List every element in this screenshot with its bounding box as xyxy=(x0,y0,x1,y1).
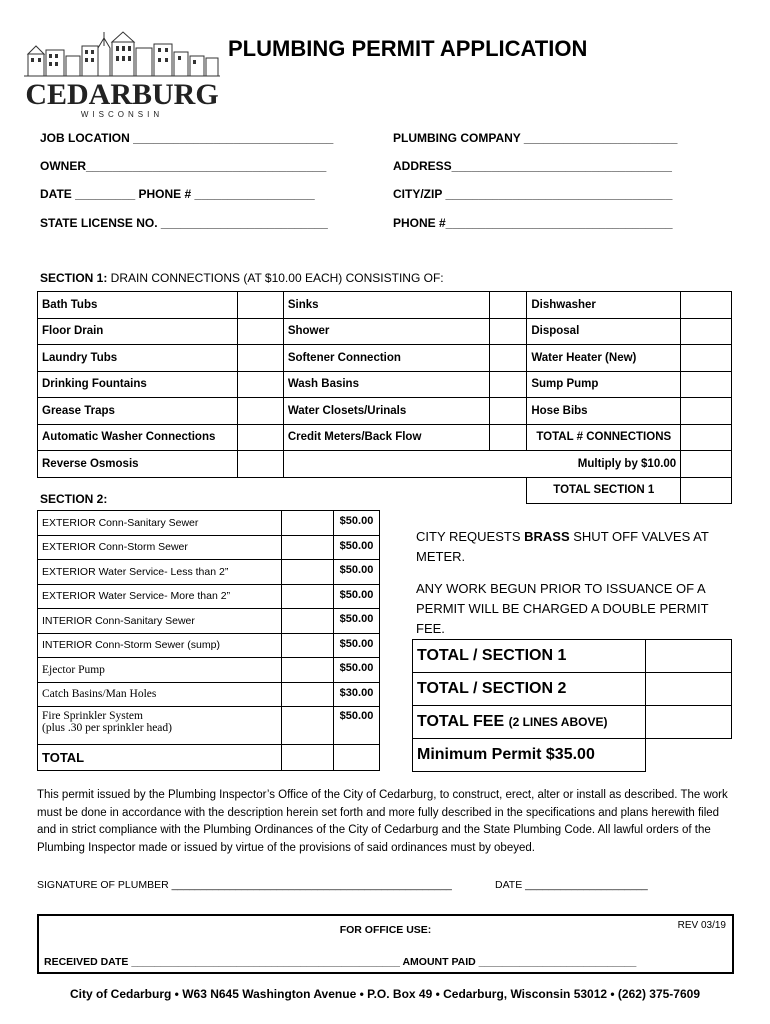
total-section1-label: TOTAL SECTION 1 xyxy=(527,477,681,504)
price: $50.00 xyxy=(334,584,380,609)
table-row xyxy=(413,706,732,739)
total-cell[interactable] xyxy=(282,745,334,771)
count-cell[interactable] xyxy=(490,424,527,451)
count-cell[interactable] xyxy=(681,371,732,398)
price: $50.00 xyxy=(334,511,380,536)
total-section1-cell[interactable] xyxy=(681,477,732,504)
service-item: INTERIOR Conn-Storm Sewer (sump) xyxy=(38,633,282,658)
price: $50.00 xyxy=(334,609,380,634)
service-item: EXTERIOR Conn-Storm Sewer xyxy=(38,535,282,560)
count-cell[interactable] xyxy=(237,424,283,451)
table-row xyxy=(38,584,380,609)
table-row xyxy=(38,658,380,683)
table-row xyxy=(38,318,732,345)
address-field[interactable]: ADDRESS_________________________________ xyxy=(393,159,672,173)
table-row xyxy=(38,477,732,504)
drain-item: Automatic Washer Connections xyxy=(38,424,238,451)
drain-item: Bath Tubs xyxy=(38,292,238,319)
brass-notice xyxy=(416,527,716,567)
logo-subtitle: WISCONSIN xyxy=(80,110,164,119)
count-cell[interactable] xyxy=(681,398,732,425)
service-item-name: Fire Sprinkler System xyxy=(42,710,143,722)
service-item: EXTERIOR Water Service- Less than 2” xyxy=(38,560,282,585)
total-connections-cell[interactable] xyxy=(681,424,732,451)
drain-item: Disposal xyxy=(527,318,681,345)
multiply-cell[interactable] xyxy=(681,451,732,478)
qty-cell[interactable] xyxy=(282,584,334,609)
city-zip-field[interactable]: CITY/ZIP __________________________________ xyxy=(393,187,673,201)
drain-item: Shower xyxy=(283,318,489,345)
table-row xyxy=(38,424,732,451)
section1-heading xyxy=(40,271,444,285)
table-row xyxy=(38,682,380,707)
page-title: PLUMBING PERMIT APPLICATION xyxy=(228,36,588,61)
drain-item: Laundry Tubs xyxy=(38,345,238,372)
table-row xyxy=(38,745,380,771)
multiply-label: Multiply by $10.00 xyxy=(283,451,680,478)
table-row xyxy=(38,511,380,536)
price: $30.00 xyxy=(334,682,380,707)
price: $50.00 xyxy=(334,658,380,683)
service-item: EXTERIOR Water Service- More than 2” xyxy=(38,584,282,609)
table-row xyxy=(38,398,732,425)
qty-cell[interactable] xyxy=(282,609,334,634)
qty-cell[interactable] xyxy=(282,560,334,585)
drain-item: Sinks xyxy=(283,292,489,319)
count-cell[interactable] xyxy=(237,345,283,372)
drain-item: Reverse Osmosis xyxy=(38,451,238,478)
drain-item: Softener Connection xyxy=(283,345,489,372)
count-cell[interactable] xyxy=(490,345,527,372)
count-cell[interactable] xyxy=(490,398,527,425)
qty-cell[interactable] xyxy=(282,682,334,707)
service-item: EXTERIOR Conn-Sanitary Sewer xyxy=(38,511,282,536)
count-cell[interactable] xyxy=(490,292,527,319)
table-row xyxy=(38,560,380,585)
count-cell[interactable] xyxy=(681,292,732,319)
office-received-amount-row[interactable]: RECEIVED DATE ______________________________________________ AMOUNT PAID ___________________________ xyxy=(44,956,637,968)
total-section1-value[interactable] xyxy=(646,640,732,673)
spacer xyxy=(646,739,732,772)
plumbing-company-field[interactable]: PLUMBING COMPANY _______________________ xyxy=(393,131,678,145)
count-cell[interactable] xyxy=(237,398,283,425)
total-label: TOTAL xyxy=(38,745,282,771)
table-row xyxy=(38,535,380,560)
double-fee-notice: ANY WORK BEGUN PRIOR TO ISSUANCE OF A PERMIT WILL BE CHARGED A DOUBLE PERMIT FEE. xyxy=(416,581,709,636)
qty-cell[interactable] xyxy=(282,511,334,536)
drain-item: Grease Traps xyxy=(38,398,238,425)
drain-item: Credit Meters/Back Flow xyxy=(283,424,489,451)
price: $50.00 xyxy=(334,560,380,585)
price: $50.00 xyxy=(334,633,380,658)
count-cell[interactable] xyxy=(237,451,283,478)
service-item-note: (plus .30 per sprinkler head) xyxy=(42,722,172,734)
drain-item: Drinking Fountains xyxy=(38,371,238,398)
city-logo xyxy=(22,28,222,123)
drain-item: Hose Bibs xyxy=(527,398,681,425)
office-use-box xyxy=(37,914,734,974)
table-row xyxy=(38,707,380,745)
signature-date-field[interactable]: DATE _____________________ xyxy=(495,879,648,891)
qty-cell[interactable] xyxy=(282,535,334,560)
service-item: Ejector Pump xyxy=(38,658,282,683)
job-location-field[interactable]: JOB LOCATION ______________________________ xyxy=(40,131,334,145)
total-cell[interactable] xyxy=(334,745,380,771)
table-row xyxy=(38,633,380,658)
table-row xyxy=(38,609,380,634)
signature-field[interactable]: SIGNATURE OF PLUMBER ________________________________________________ xyxy=(37,879,452,891)
section2-heading: SECTION 2: xyxy=(40,492,108,506)
price: $50.00 xyxy=(334,535,380,560)
drain-item: Floor Drain xyxy=(38,318,238,345)
service-item: Catch Basins/Man Holes xyxy=(38,682,282,707)
drain-item: Water Closets/Urinals xyxy=(283,398,489,425)
brass-notice-pre: CITY REQUESTS xyxy=(416,529,525,544)
count-cell[interactable] xyxy=(490,318,527,345)
total-connections-label: TOTAL # CONNECTIONS xyxy=(527,424,681,451)
brass-notice-emphasis: BRASS xyxy=(524,529,570,544)
qty-cell[interactable] xyxy=(282,633,334,658)
minimum-permit-label: Minimum Permit $35.00 xyxy=(413,739,646,772)
count-cell[interactable] xyxy=(237,292,283,319)
totals-table xyxy=(412,639,732,772)
skyline-illustration-icon xyxy=(22,28,222,78)
table-row xyxy=(38,345,732,372)
table-row xyxy=(38,292,732,319)
total-section2-row-label: TOTAL / SECTION 2 xyxy=(413,673,646,706)
permit-terms: This permit issued by the Plumbing Inspector’s Office of the City of Cedarburg, to construct, erect, alter or install as described. The work must be done in accordance with the description herein set forth and more fully described in the specifications and plans herewith filed and in strict compliance with the Plumbing Ordinances of the City of Cedarburg and the State Plumbing Code. All lawful orders of the Plumbing Inspector made or issued by virtue of the provisions of said ordinances must by obeyed. xyxy=(37,789,728,854)
table-row xyxy=(413,673,732,706)
total-fee-text: TOTAL FEE xyxy=(417,713,505,730)
total-section1-row-label: TOTAL / SECTION 1 xyxy=(413,640,646,673)
section1-table xyxy=(37,291,732,504)
table-row xyxy=(38,371,732,398)
service-item: INTERIOR Conn-Sanitary Sewer xyxy=(38,609,282,634)
state-license-field[interactable]: STATE LICENSE NO. _________________________ xyxy=(40,216,328,230)
drain-item: Sump Pump xyxy=(527,371,681,398)
phone-field[interactable]: PHONE #__________________________________ xyxy=(393,216,673,230)
count-cell[interactable] xyxy=(237,318,283,345)
section1-description: DRAIN CONNECTIONS (AT $10.00 EACH) CONSISTING OF: xyxy=(107,271,444,285)
footer-address: City of Cedarburg • W63 N645 Washington Avenue • P.O. Box 49 • Cedarburg, Wisconsin 53012 • (262) 375-7609 xyxy=(70,987,700,1001)
price: $50.00 xyxy=(334,707,380,745)
qty-cell[interactable] xyxy=(282,707,334,745)
drain-item: Dishwasher xyxy=(527,292,681,319)
date-phone-field[interactable]: DATE _________ PHONE # __________________ xyxy=(40,187,315,201)
section2-table xyxy=(37,510,380,771)
drain-item: Water Heater (New) xyxy=(527,345,681,372)
total-fee-note: (2 LINES ABOVE) xyxy=(508,715,608,729)
service-item xyxy=(38,707,282,745)
revision-label: REV 03/19 xyxy=(677,920,726,931)
total-fee-value[interactable] xyxy=(646,706,732,739)
office-use-label: FOR OFFICE USE: xyxy=(339,924,432,936)
total-section2-value[interactable] xyxy=(646,673,732,706)
logo-name: CEDARBURG xyxy=(25,78,219,111)
qty-cell[interactable] xyxy=(282,658,334,683)
table-row xyxy=(413,739,732,772)
count-cell[interactable] xyxy=(237,371,283,398)
count-cell[interactable] xyxy=(490,371,527,398)
section1-label: SECTION 1: xyxy=(40,271,108,285)
owner-field[interactable]: OWNER____________________________________ xyxy=(40,159,327,173)
table-row xyxy=(413,640,732,673)
spacer xyxy=(38,477,527,504)
count-cell[interactable] xyxy=(681,345,732,372)
drain-item: Wash Basins xyxy=(283,371,489,398)
total-fee-label xyxy=(413,706,646,739)
count-cell[interactable] xyxy=(681,318,732,345)
table-row xyxy=(38,451,732,478)
brass-notice-post: SHUT OFF VALVES AT METER. xyxy=(416,529,709,564)
